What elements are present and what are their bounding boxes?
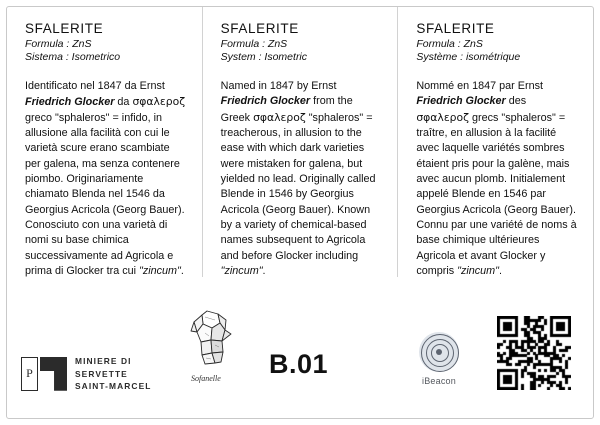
mineral-formula-fr: Formula : ZnS [416, 38, 483, 50]
ibeacon-badge [411, 332, 467, 386]
ibeacon-ring-1 [436, 349, 442, 355]
logo-wedge-shape [40, 357, 67, 391]
logo-line-3: SAINT-MARCEL [75, 380, 152, 391]
mineral-description-it: Identificato nel 1847 da Ernst Friedrich Glocker da σφαλερoζ greco "sphaleros" = infido, in allusione alla facilità con cui le varietà scure erano scambiate per galena, ma senza contenere piombo. Originariamente chiamato Blenda nel 1546 da Georgius Acricola (Georg Bauer). Conosciuto con una varietà di nomi su base chimica successivamente ad Agricola e prima di Glocker tra cui "zincum". [25, 80, 186, 277]
mineral-title-it: SFALERITE [25, 21, 104, 36]
ibeacon-icon [419, 332, 459, 372]
logo-letter: P [21, 357, 38, 391]
mineral-formula-en: Formula : ZnS [220, 38, 288, 50]
column-english [202, 7, 398, 277]
mineral-formula-it: Formula : ZnS [25, 38, 92, 50]
info-card [6, 6, 594, 419]
mineral-description-fr: Nommé en 1847 par Ernst Friedrich Glocker des σφαλερoζ grecs "sphaleros" = traître, en allusion à la facilité avec laquelle variétés sombres étaient pris pour la galène, mais avec aucun plomb. Initialement appelé Blende en 1546 par Georgius Acricola (Georg Bauer). Connu par une variété de noms à base chimique ultérieures Agricola et avant Glocker y compris "zincum". [416, 80, 577, 277]
mineral-description-en: Named in 1847 by Ernst Friedrich Glocker from the Greek σφαλερoζ "sphaleros" = treacherous, in allusion to the ease with which dark varieties were mistaken for galena, but yielded no lead. Originally called Blende in 1546 by Georgius Acricola (Georg Bauer). Known by a variety of chemical-based names subsequent to Agricola and before Glocker including "zincum". [220, 80, 376, 277]
museum-logo [21, 355, 151, 392]
text-columns [7, 7, 593, 277]
logo-line-2: SERVETTE [75, 368, 128, 379]
mineral-title-fr: SFALERITE [416, 21, 495, 36]
column-italian [7, 7, 202, 277]
mineral-title-en: SFALERITE [220, 21, 299, 36]
column-french [397, 7, 593, 277]
footer-band [7, 275, 593, 418]
mineral-illustration [185, 308, 239, 370]
museum-logo-text [75, 355, 151, 392]
artist-signature: Sofanelle [191, 374, 221, 383]
ibeacon-label: iBeacon [422, 376, 456, 386]
qr-code[interactable] [497, 316, 571, 390]
specimen-code: B.01 [269, 349, 329, 379]
mineral-system-en: System : Isometric [220, 51, 308, 63]
logo-line-1: MINIERE DI [75, 356, 132, 367]
mine-logo-icon [21, 357, 67, 391]
mineral-system-fr: Système : isométrique [416, 51, 521, 63]
mineral-system-it: Sistema : Isometrico [25, 51, 121, 63]
